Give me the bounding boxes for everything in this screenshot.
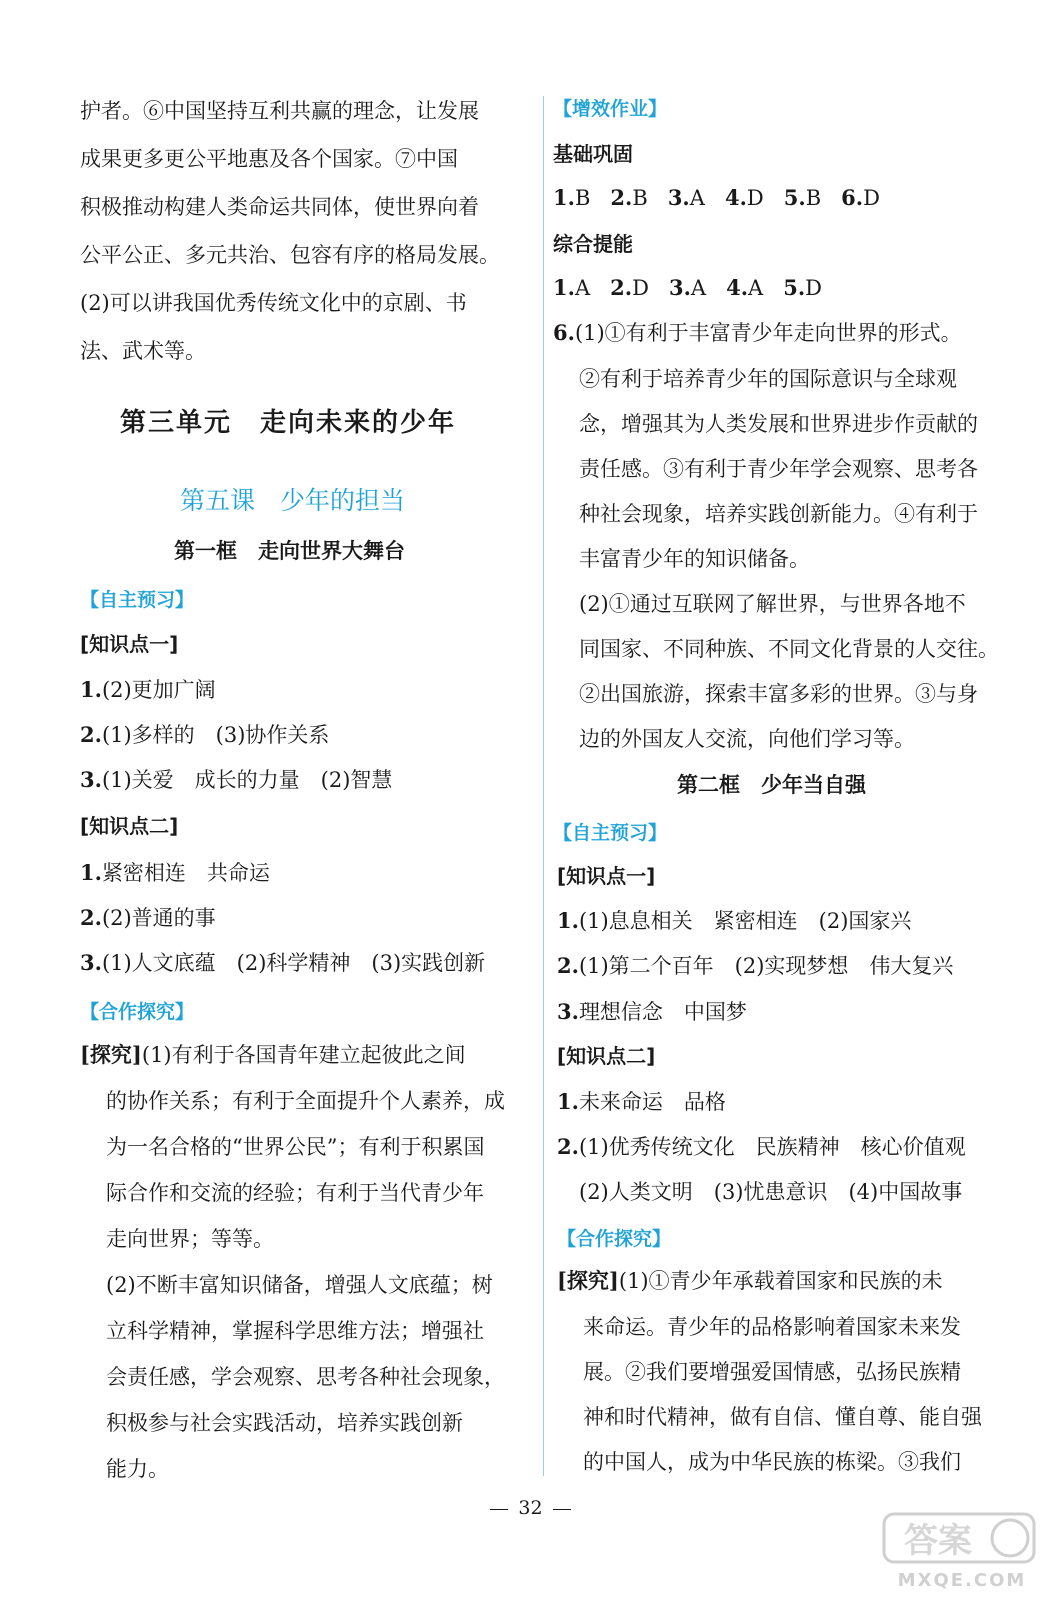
knowledge-point-label: [知识点一] xyxy=(80,632,179,656)
knowledge-point-label: [知识点二] xyxy=(80,814,179,838)
knowledge-point-label: [知识点二] xyxy=(557,1044,656,1068)
unit-title: 第三单元 走向未来的少年 xyxy=(120,408,457,438)
q6-line: ②有利于培养青少年的国际意识与全球观 xyxy=(579,367,957,391)
explore-line: 能力。 xyxy=(106,1457,169,1481)
section-tag-preview: 【自主预习】 xyxy=(553,822,668,844)
text-line: (2)可以讲我国优秀传统文化中的京剧、书 xyxy=(80,291,467,315)
lesson-title: 第五课 少年的担当 xyxy=(180,486,406,515)
section-tag-cooperation: 【合作探究】 xyxy=(557,1228,672,1250)
answer-line: 1.紧密相连 共命运 xyxy=(80,860,270,885)
explore-line: 神和时代精神，做有自信、懂自尊、能自强 xyxy=(583,1405,982,1429)
explore-line: [探究](1)有利于各国青年建立起彼此之间 xyxy=(80,1042,466,1067)
q6-line: (2)①通过互联网了解世界，与世界各地不 xyxy=(579,592,966,616)
section-tag-homework: 【增效作业】 xyxy=(553,98,668,120)
frame-title: 第一框 走向世界大舞台 xyxy=(174,539,405,563)
explore-line: 走向世界；等等。 xyxy=(106,1227,274,1251)
answer-line: 3.理想信念 中国梦 xyxy=(557,999,747,1024)
explore-line: 展。②我们要增强爱国情感，弘扬民族精 xyxy=(583,1360,961,1384)
page-number: 32 xyxy=(0,1495,1061,1521)
text-line: 法、武术等。 xyxy=(80,339,206,363)
section-tag-preview: 【自主预习】 xyxy=(80,589,195,611)
answer-line: 1.(1)息息相关 紧密相连 (2)国家兴 xyxy=(557,908,912,933)
q6-line: 丰富青少年的知识储备。 xyxy=(579,547,810,571)
explore-line: 积极参与社会实践活动，培养实践创新 xyxy=(106,1411,463,1435)
comprehensive-ability-label: 综合提能 xyxy=(553,232,633,256)
q6-line: 责任感。③有利于青少年学会观察、思考各 xyxy=(579,457,978,481)
basic-consolidation-label: 基础巩固 xyxy=(553,142,633,166)
q6-line: ②出国旅游，探索丰富多彩的世界。③与身 xyxy=(579,682,978,706)
q6-line: 边的外国友人交流，向他们学习等。 xyxy=(579,727,915,751)
explore-line: 来命运。青少年的品格影响着国家未来发 xyxy=(583,1315,961,1339)
section-tag-cooperation: 【合作探究】 xyxy=(80,1001,195,1023)
column-divider xyxy=(543,96,544,1476)
answer-line: 2.(1)第二个百年 (2)实现梦想 伟大复兴 xyxy=(557,953,954,978)
q6-line: 6.(1)①有利于丰富青少年走向世界的形式。 xyxy=(553,320,962,345)
answer-line: 3.(1)关爱 成长的力量 (2)智慧 xyxy=(80,767,393,792)
watermark-domain: MXQE.COM xyxy=(897,1570,1027,1591)
explore-line: 际合作和交流的经验；有利于当代青少年 xyxy=(106,1181,484,1205)
q6-line: 念，增强其为人类发展和世界进步作贡献的 xyxy=(579,412,978,436)
explore-line: 的协作关系；有利于全面提升个人素养，成 xyxy=(106,1089,505,1113)
answer-line: 1.(2)更加广阔 xyxy=(80,677,216,702)
explore-line: [探究](1)①青少年承载着国家和民族的未 xyxy=(557,1268,943,1293)
answer-line: 3.(1)人文底蕴 (2)科学精神 (3)实践创新 xyxy=(80,950,486,975)
answer-row-comprehensive: 1.A 2.D 3.A 4.A 5.D xyxy=(553,275,823,300)
text-line: 成果更多更公平地惠及各个国家。⑦中国 xyxy=(80,147,458,171)
text-line: 公平公正、多元共治、包容有序的格局发展。 xyxy=(80,243,500,267)
explore-line: (2)不断丰富知识储备，增强人文底蕴；树 xyxy=(106,1273,493,1297)
text-line: 积极推动构建人类命运共同体，使世界向着 xyxy=(80,195,479,219)
answer-line: 2.(1)多样的 (3)协作关系 xyxy=(80,722,330,747)
answer-line: 1.未来命运 品格 xyxy=(557,1089,726,1114)
q6-line: 种社会现象，培养实践创新能力。④有利于 xyxy=(579,502,978,526)
answer-line: (2)人类文明 (3)忧患意识 (4)中国故事 xyxy=(579,1180,963,1204)
watermark-logo xyxy=(878,1512,1046,1592)
watermark-glyphs: 答案 xyxy=(904,1521,972,1561)
explore-line: 会责任感，学会观察、思考各种社会现象， xyxy=(106,1365,505,1389)
q6-line: 同国家、不同种族、不同文化背景的人交往。 xyxy=(579,637,999,661)
frame-title: 第二框 少年当自强 xyxy=(677,773,866,797)
answer-line: 2.(1)优秀传统文化 民族精神 核心价值观 xyxy=(557,1134,966,1159)
answer-line: 2.(2)普通的事 xyxy=(80,905,216,930)
answer-row-basic: 1.B 2.B 3.A 4.D 5.B 6.D xyxy=(553,185,880,210)
explore-line: 的中国人，成为中华民族的栋梁。③我们 xyxy=(583,1450,961,1474)
knowledge-point-label: [知识点一] xyxy=(557,864,656,888)
text-line: 护者。⑥中国坚持互利共赢的理念，让发展 xyxy=(80,99,479,123)
explore-line: 为一名合格的“世界公民”；有利于积累国 xyxy=(106,1135,485,1159)
explore-line: 立科学精神，掌握科学思维方法；增强社 xyxy=(106,1319,484,1343)
